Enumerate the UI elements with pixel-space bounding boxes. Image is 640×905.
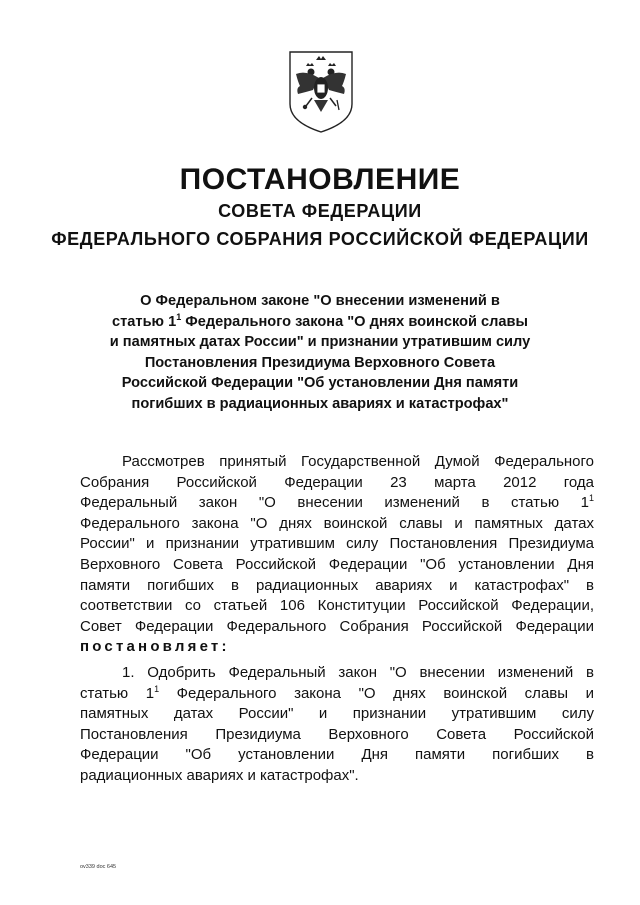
subject-line: О Федеральном законе "О внесении изменений в [140,293,500,309]
subject-line: и памятных датах России" и признании утратившим силу [109,334,531,350]
document-subject [0,291,640,414]
subject-line [0,312,640,333]
superscript: 1 [588,493,594,504]
paragraph-line: памяти погибших в радиационных авариях и катастрофах" в [80,576,594,594]
resolves-word: постановляет: [80,638,230,656]
paragraph-text: статью 1 [80,684,155,702]
superscript: 1 [176,311,182,322]
preamble-paragraph [80,452,594,658]
paragraph-line: Собрания Российской Федерации 23 марта 2012 года [80,473,594,491]
paragraph-line: Федерации "Об установлении Дня памяти погибших в [80,746,594,764]
paragraph-line: памятных датах России" и признании утратившим силу [80,705,594,723]
paragraph-line: Постановления Президиума Верховного Совета Российской [80,725,594,743]
paragraph-line: Рассмотрев принятый Государственной Думой Федерального [122,453,594,470]
subject-line: погибших в радиационных авариях и катастрофах" [131,395,509,412]
paragraph-line: 1. Одобрить Федеральный закон "О внесении изменений в [122,664,594,681]
paragraph-line [80,493,594,514]
subject-line: Российской Федерации "Об установлении Дня памяти [121,375,519,391]
paragraph-line: радиационных авариях и катастрофах". [80,766,359,784]
paragraph-text: Федеральный закон "О внесении изменений в статью 1 [80,494,589,512]
subject-text: Федерального закона "О днях воинской славы [181,313,528,330]
subject-text: статью 1 [112,313,177,330]
document-title: ПОСТАНОВЛЕНИЕ [179,163,461,196]
issuing-body-line2: ФЕДЕРАЛЬНОГО СОБРАНИЯ РОССИЙСКОЙ ФЕДЕРАЦИИ [51,229,589,249]
paragraph-line [80,684,594,705]
subject-line: Постановления Президиума Верховного Совета [144,354,496,371]
resolution-item-1 [80,663,594,787]
paragraph-line: Совет Федерации Федерального Собрания Российской Федерации [80,617,594,635]
issuing-body-line1: СОВЕТА ФЕДЕРАЦИИ [218,201,422,221]
paragraph-text: Федерального закона "О днях воинской славы и [159,684,594,702]
paragraph-line: Федерального закона "О днях воинской славы и памятных датах [80,514,594,532]
document-code: ov339 doc 645 [80,864,117,870]
coat-of-arms-icon [286,48,356,134]
paragraph-line: Верховного Совета Российской Федерации "Об установлении Дня [80,555,594,573]
paragraph-line: России" и признании утратившим силу Постановления Президиума [80,535,594,553]
superscript: 1 [154,683,160,694]
paragraph-line: соответствии со статьей 106 Конституции Российской Федерации, [80,597,594,615]
